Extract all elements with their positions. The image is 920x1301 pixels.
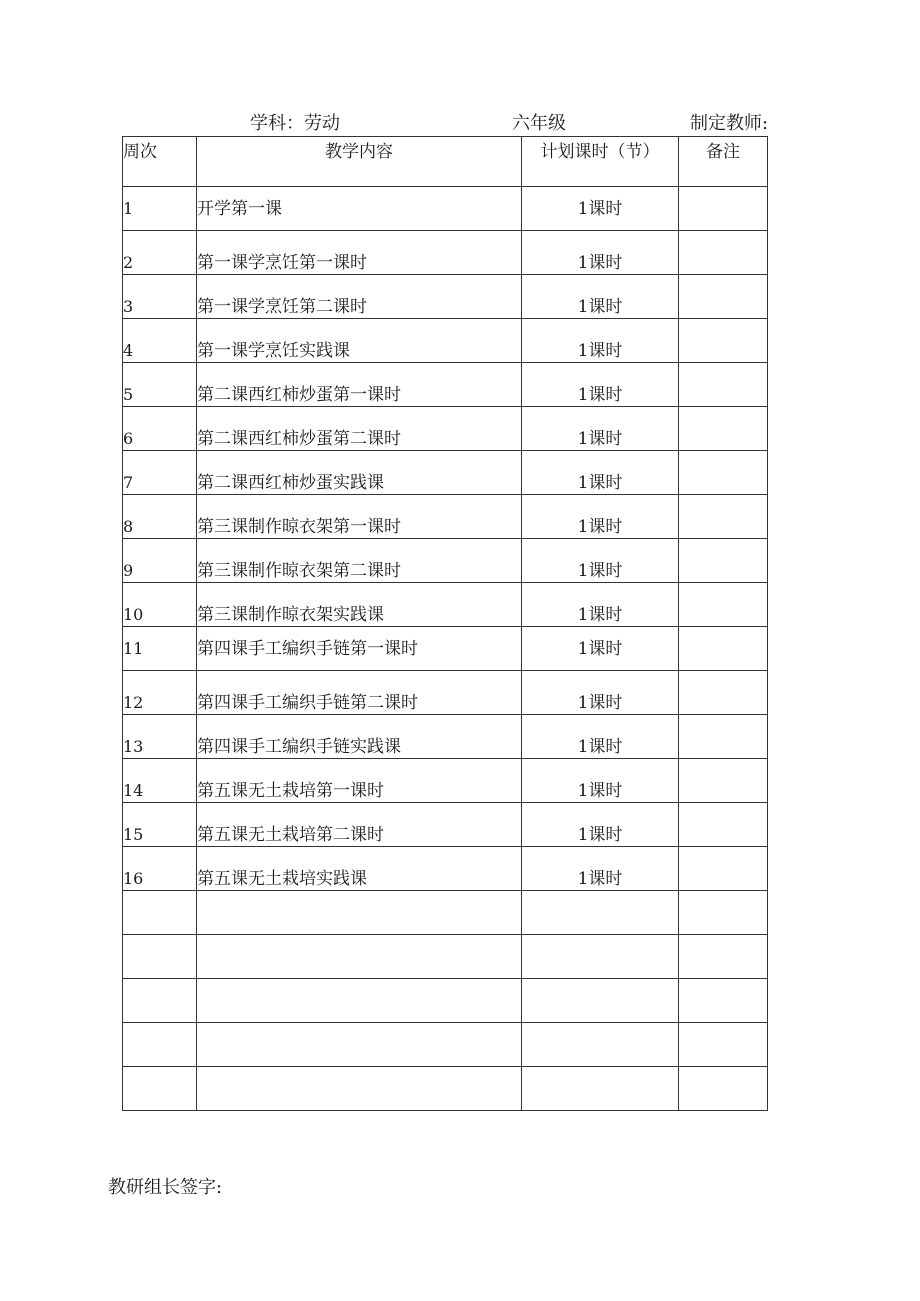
- hours-cell: [522, 891, 679, 935]
- week-cell: 1: [123, 187, 197, 231]
- content-cell: 第三课制作晾衣架第一课时: [197, 495, 522, 539]
- content-cell: 第五课无土栽培实践课: [197, 847, 522, 891]
- hours-cell: 1课时: [522, 627, 679, 671]
- table-row: [123, 1023, 768, 1067]
- content-cell: 第二课西红柿炒蛋第一课时: [197, 363, 522, 407]
- note-cell: [679, 363, 768, 407]
- table-row: [123, 187, 768, 231]
- week-cell: [123, 891, 197, 935]
- hours-cell: 1课时: [522, 187, 679, 231]
- content-cell: 第五课无土栽培第一课时: [197, 759, 522, 803]
- teaching-plan-table: [122, 136, 768, 1111]
- note-cell: [679, 671, 768, 715]
- signature-label: 教研组长签字:: [108, 1177, 223, 1198]
- week-cell: [123, 979, 197, 1023]
- week-cell: 8: [123, 495, 197, 539]
- table-row: [123, 583, 768, 627]
- note-cell: [679, 891, 768, 935]
- week-cell: 11: [123, 627, 197, 671]
- hours-cell: 1课时: [522, 539, 679, 583]
- table-row: [123, 539, 768, 583]
- note-cell: [679, 627, 768, 671]
- column-header-note: 备注: [679, 137, 768, 187]
- table-row: [123, 979, 768, 1023]
- content-cell: 第二课西红柿炒蛋第二课时: [197, 407, 522, 451]
- content-cell: 第四课手工编织手链第一课时: [197, 627, 522, 671]
- hours-cell: 1课时: [522, 583, 679, 627]
- hours-cell: [522, 935, 679, 979]
- table-row: [123, 803, 768, 847]
- note-cell: [679, 407, 768, 451]
- hours-cell: 1课时: [522, 671, 679, 715]
- hours-cell: 1课时: [522, 451, 679, 495]
- table-body: [123, 187, 768, 1111]
- subject-label: 学科：劳动: [250, 113, 340, 134]
- content-cell: [197, 979, 522, 1023]
- content-cell: 第四课手工编织手链实践课: [197, 715, 522, 759]
- table-row: [123, 935, 768, 979]
- column-header-hours: 计划课时（节）: [522, 137, 679, 187]
- hours-cell: 1课时: [522, 363, 679, 407]
- column-header-content: 教学内容: [197, 137, 522, 187]
- table-row: [123, 759, 768, 803]
- note-cell: [679, 275, 768, 319]
- week-cell: 15: [123, 803, 197, 847]
- table-row: [123, 495, 768, 539]
- content-cell: 第四课手工编织手链第二课时: [197, 671, 522, 715]
- table-row: [123, 715, 768, 759]
- week-cell: 3: [123, 275, 197, 319]
- content-cell: 第三课制作晾衣架第二课时: [197, 539, 522, 583]
- note-cell: [679, 187, 768, 231]
- hours-cell: 1课时: [522, 319, 679, 363]
- table-row: [123, 847, 768, 891]
- table-row: [123, 275, 768, 319]
- week-cell: [123, 1067, 197, 1111]
- hours-cell: 1课时: [522, 715, 679, 759]
- hours-cell: [522, 979, 679, 1023]
- hours-cell: [522, 1023, 679, 1067]
- hours-cell: 1课时: [522, 847, 679, 891]
- table-row: [123, 319, 768, 363]
- content-cell: 第二课西红柿炒蛋实践课: [197, 451, 522, 495]
- week-cell: 10: [123, 583, 197, 627]
- week-cell: 9: [123, 539, 197, 583]
- table-row: [123, 451, 768, 495]
- grade-label: 六年级: [512, 113, 566, 134]
- content-cell: [197, 1067, 522, 1111]
- table-row: [123, 891, 768, 935]
- content-cell: 第一课学烹饪实践课: [197, 319, 522, 363]
- note-cell: [679, 231, 768, 275]
- content-cell: 开学第一课: [197, 187, 522, 231]
- note-cell: [679, 715, 768, 759]
- week-cell: 14: [123, 759, 197, 803]
- note-cell: [679, 539, 768, 583]
- table-row: [123, 671, 768, 715]
- note-cell: [679, 1023, 768, 1067]
- note-cell: [679, 979, 768, 1023]
- teacher-label: 制定教师:: [690, 113, 769, 134]
- week-cell: 7: [123, 451, 197, 495]
- hours-cell: 1课时: [522, 231, 679, 275]
- table-row: [123, 407, 768, 451]
- hours-cell: 1课时: [522, 495, 679, 539]
- content-cell: [197, 1023, 522, 1067]
- hours-cell: 1课时: [522, 759, 679, 803]
- week-cell: 13: [123, 715, 197, 759]
- table-row: [123, 363, 768, 407]
- note-cell: [679, 759, 768, 803]
- note-cell: [679, 935, 768, 979]
- note-cell: [679, 803, 768, 847]
- week-cell: 12: [123, 671, 197, 715]
- content-cell: [197, 891, 522, 935]
- week-cell: 2: [123, 231, 197, 275]
- week-cell: 4: [123, 319, 197, 363]
- hours-cell: 1课时: [522, 275, 679, 319]
- table-row: [123, 1067, 768, 1111]
- week-cell: 6: [123, 407, 197, 451]
- week-cell: 16: [123, 847, 197, 891]
- note-cell: [679, 1067, 768, 1111]
- table-row: [123, 627, 768, 671]
- week-cell: 5: [123, 363, 197, 407]
- note-cell: [679, 583, 768, 627]
- week-cell: [123, 935, 197, 979]
- content-cell: 第一课学烹饪第一课时: [197, 231, 522, 275]
- content-cell: [197, 935, 522, 979]
- note-cell: [679, 847, 768, 891]
- content-cell: 第三课制作晾衣架实践课: [197, 583, 522, 627]
- note-cell: [679, 495, 768, 539]
- week-cell: [123, 1023, 197, 1067]
- hours-cell: [522, 1067, 679, 1111]
- content-cell: 第五课无土栽培第二课时: [197, 803, 522, 847]
- table-header-row: [123, 137, 768, 187]
- note-cell: [679, 451, 768, 495]
- hours-cell: 1课时: [522, 407, 679, 451]
- content-cell: 第一课学烹饪第二课时: [197, 275, 522, 319]
- table-row: [123, 231, 768, 275]
- hours-cell: 1课时: [522, 803, 679, 847]
- note-cell: [679, 319, 768, 363]
- column-header-week: 周次: [123, 137, 197, 187]
